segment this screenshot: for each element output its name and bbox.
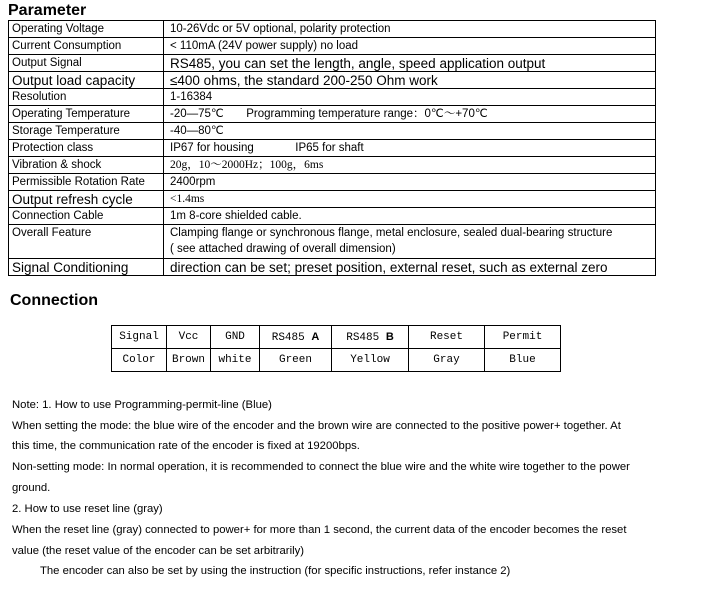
parameter-table (8, 20, 656, 276)
note-line: When setting the mode: the blue wire of the encoder and the brown wire are connected to the positive power+ together. At (12, 420, 621, 432)
note-line: The encoder can also be set by using the instruction (for specific instructions, refer instance 2) (40, 565, 511, 577)
wire-cell: Green (260, 349, 332, 372)
spec-label: Overall Feature (9, 225, 164, 259)
spec-row (9, 72, 656, 89)
wire-cell: Reset (409, 326, 485, 349)
wire-cell: GND (211, 326, 260, 349)
spec-row (9, 174, 656, 191)
wire-color-table (111, 325, 561, 372)
spec-label: Output load capacity (9, 72, 164, 89)
wire-signal-row (112, 326, 561, 349)
spec-row (9, 208, 656, 225)
spec-label: Vibration & shock (9, 157, 164, 174)
note-line: ground. (12, 482, 51, 494)
wire-cell: Brown (167, 349, 211, 372)
spec-value: -20—75℃ Programming temperature range：0℃～+70℃ (164, 106, 656, 123)
spec-value: < 110mA (24V power supply) no load (164, 38, 656, 55)
connection-heading: Connection (10, 292, 98, 309)
spec-value-line: Clamping flange or synchronous flange, metal enclosure, sealed dual-bearing structure (170, 227, 613, 239)
note-line: this time, the communication rate of the encoder is fixed at 19200bps. (12, 440, 360, 452)
note-line: value (the reset value of the encoder can be set arbitrarily) (12, 545, 304, 557)
wire-cell: Color (112, 349, 167, 372)
spec-row (9, 89, 656, 106)
spec-label: Protection class (9, 140, 164, 157)
spec-label: Current Consumption (9, 38, 164, 55)
wire-color-row (112, 349, 561, 372)
wire-cell: RS485 A (260, 326, 332, 349)
spec-value: 1-16384 (164, 89, 656, 106)
note-line: When the reset line (gray) connected to power+ for more than 1 second, the current data of the encoder becomes the reset (12, 524, 627, 536)
spec-row (9, 38, 656, 55)
spec-value: 2400rpm (164, 174, 656, 191)
spec-value: <1.4ms (164, 191, 656, 208)
spec-label: Operating Temperature (9, 106, 164, 123)
spec-label: Operating Voltage (9, 21, 164, 38)
wire-cell: Vcc (167, 326, 211, 349)
spec-row (9, 123, 656, 140)
spec-value-line: ( see attached drawing of overall dimension) (170, 243, 396, 255)
spec-label: Resolution (9, 89, 164, 106)
parameter-heading: Parameter (8, 2, 87, 19)
spec-value: IP67 for housing IP65 for shaft (164, 140, 656, 157)
note-line: Note: 1. How to use Programming-permit-line (Blue) (12, 399, 272, 411)
wire-cell: Yellow (332, 349, 409, 372)
spec-value: direction can be set; preset position, external reset, such as external zero (164, 259, 656, 276)
spec-row (9, 55, 656, 72)
spec-value: ≤400 ohms, the standard 200-250 Ohm work (164, 72, 656, 89)
spec-value: 1m 8-core shielded cable. (164, 208, 656, 225)
wire-cell: Signal (112, 326, 167, 349)
spec-row (9, 225, 656, 259)
spec-row (9, 259, 656, 276)
spec-label: Output Signal (9, 55, 164, 72)
wire-cell: Permit (485, 326, 561, 349)
spec-label: Output refresh cycle (9, 191, 164, 208)
wire-cell: RS485 B (332, 326, 409, 349)
spec-label: Signal Conditioning (9, 259, 164, 276)
note-line: Non-setting mode: In normal operation, it is recommended to connect the blue wire and the white wire together to the power (12, 461, 630, 473)
spec-row (9, 106, 656, 123)
note-line: 2. How to use reset line (gray) (12, 503, 163, 515)
spec-row (9, 191, 656, 208)
wire-cell: Blue (485, 349, 561, 372)
spec-label: Connection Cable (9, 208, 164, 225)
spec-value (164, 225, 656, 259)
spec-value: 10-26Vdc or 5V optional, polarity protection (164, 21, 656, 38)
spec-value: -40—80℃ (164, 123, 656, 140)
spec-label: Permissible Rotation Rate (9, 174, 164, 191)
spec-row (9, 140, 656, 157)
spec-label: Storage Temperature (9, 123, 164, 140)
spec-row (9, 21, 656, 38)
spec-row (9, 157, 656, 174)
spec-value: RS485, you can set the length, angle, speed application output (164, 55, 656, 72)
wire-cell: white (211, 349, 260, 372)
wire-cell: Gray (409, 349, 485, 372)
spec-value: 20g，10～2000Hz；100g，6ms (164, 157, 656, 174)
